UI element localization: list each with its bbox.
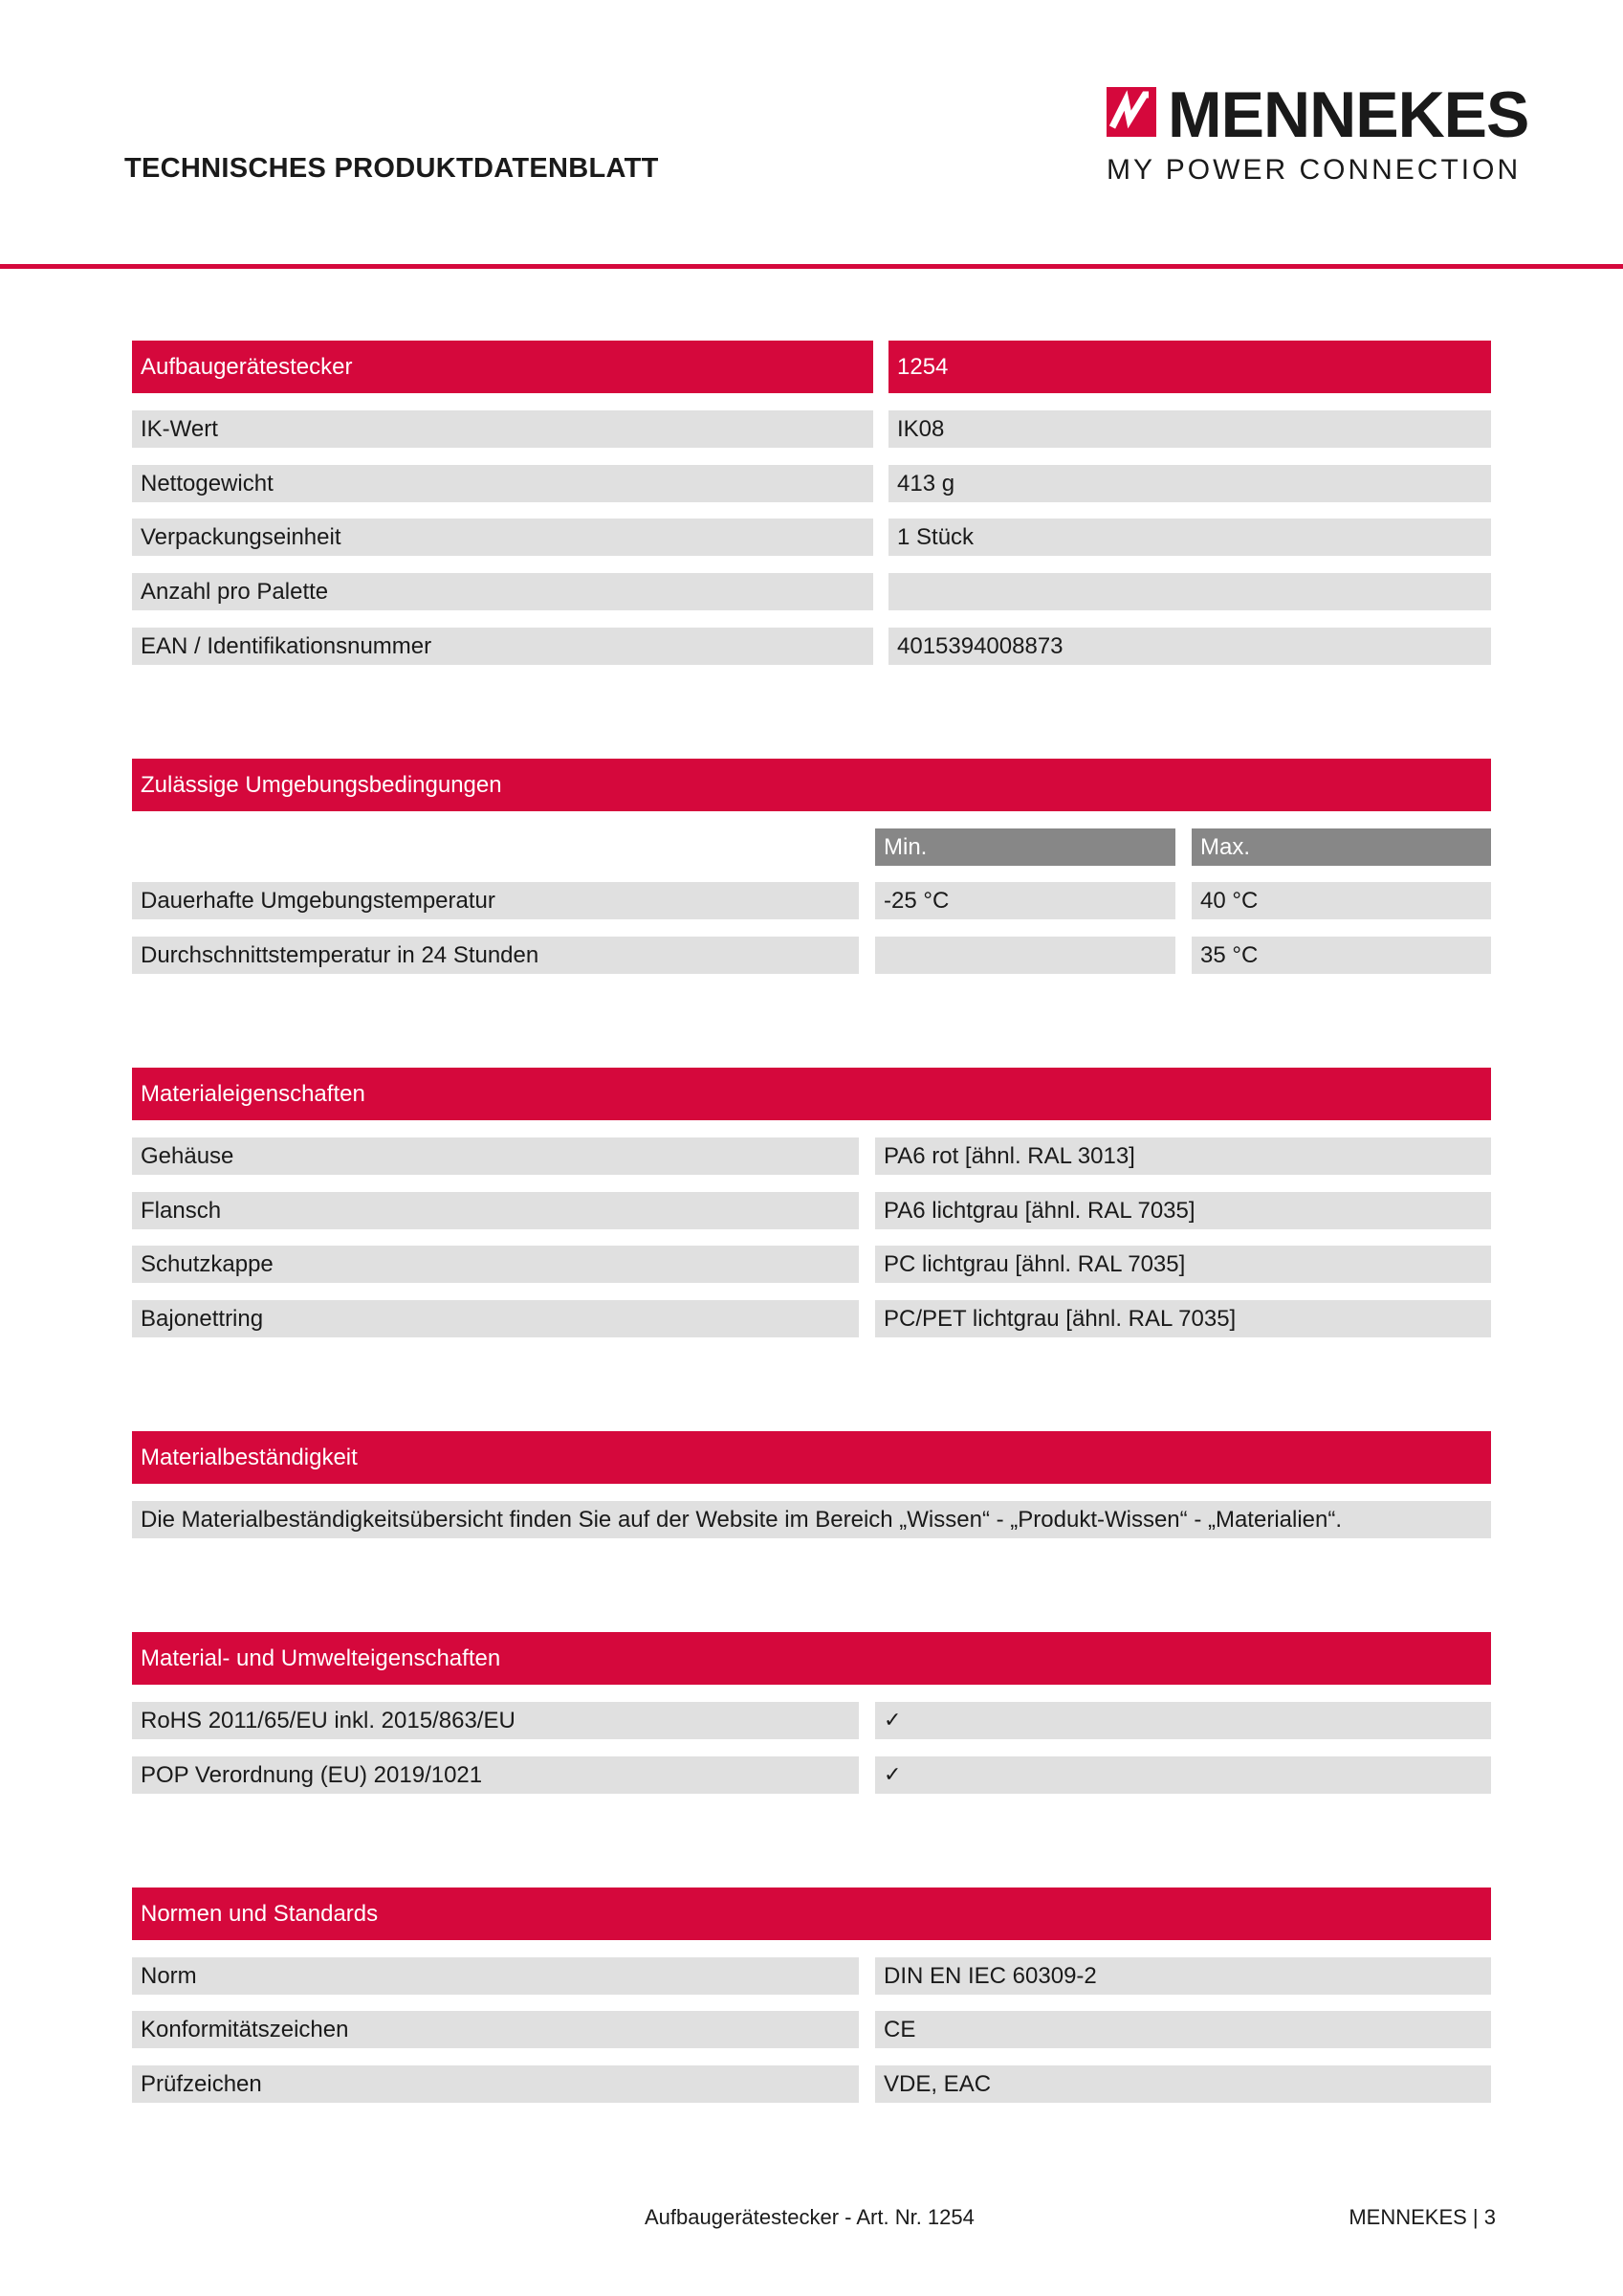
- product-header-label: Aufbaugerätestecker: [132, 341, 873, 393]
- table-row-value: PA6 rot [ähnl. RAL 3013]: [875, 1137, 1491, 1175]
- table-row-label: Dauerhafte Umgebungstemperatur: [132, 882, 859, 919]
- table-row-label: IK-Wert: [132, 410, 873, 448]
- table-row-label: Durchschnittstemperatur in 24 Stunden: [132, 937, 859, 974]
- section-header-standards: Normen und Standards: [132, 1888, 1491, 1940]
- table-row-label: Anzahl pro Palette: [132, 573, 873, 610]
- table-row-label: Norm: [132, 1957, 859, 1995]
- check-icon: ✓: [875, 1702, 1491, 1739]
- table-row-label: RoHS 2011/65/EU inkl. 2015/863/EU: [132, 1702, 859, 1739]
- table-row-value: PA6 lichtgrau [ähnl. RAL 7035]: [875, 1192, 1491, 1229]
- table-row-value: 4015394008873: [888, 628, 1491, 665]
- table-row-value: CE: [875, 2011, 1491, 2048]
- brand-tagline: MY POWER CONNECTION: [1107, 154, 1522, 186]
- resistance-text: Die Materialbeständigkeitsübersicht finden Sie auf der Website im Bereich „Wissen“ - „Produkt-Wissen“ - „Materialien“.: [132, 1501, 1491, 1538]
- check-icon: ✓: [875, 1756, 1491, 1794]
- brand-logo: [1107, 78, 1529, 187]
- section-header-environmental: Material- und Umwelteigenschaften: [132, 1632, 1491, 1685]
- table-row-label: Schutzkappe: [132, 1246, 859, 1283]
- table-row-label: Nettogewicht: [132, 465, 873, 502]
- table-row-value: DIN EN IEC 60309-2: [875, 1957, 1491, 1995]
- footer-page-number: MENNEKES | 3: [1349, 2205, 1496, 2229]
- table-row-label: Konformitätszeichen: [132, 2011, 859, 2048]
- table-row-value: [888, 573, 1491, 610]
- table-row-max: 40 °C: [1192, 882, 1491, 919]
- footer-product-reference: Aufbaugerätestecker - Art. Nr. 1254: [645, 2205, 975, 2229]
- table-row-label: Prüfzeichen: [132, 2065, 859, 2103]
- column-header-max: Max.: [1192, 828, 1491, 866]
- table-row-value: 1 Stück: [888, 519, 1491, 556]
- table-header-spacer: [132, 828, 859, 866]
- section-header-resistance: Materialbeständigkeit: [132, 1431, 1491, 1484]
- page-title: TECHNISCHES PRODUKTDATENBLATT: [124, 153, 659, 184]
- table-row-value: VDE, EAC: [875, 2065, 1491, 2103]
- table-row-value: PC/PET lichtgrau [ähnl. RAL 7035]: [875, 1300, 1491, 1337]
- table-row-label: Bajonettring: [132, 1300, 859, 1337]
- table-row-value: PC lichtgrau [ähnl. RAL 7035]: [875, 1246, 1491, 1283]
- table-row-min: [875, 937, 1175, 974]
- table-row-value: 413 g: [888, 465, 1491, 502]
- table-row-value: IK08: [888, 410, 1491, 448]
- mennekes-logo-icon: [1107, 87, 1156, 137]
- product-header-value: 1254: [888, 341, 1491, 393]
- section-header-material: Materialeigenschaften: [132, 1068, 1491, 1120]
- table-row-max: 35 °C: [1192, 937, 1491, 974]
- header-divider: [0, 264, 1623, 269]
- section-header-environment: Zulässige Umgebungsbedingungen: [132, 759, 1491, 811]
- table-row-label: Flansch: [132, 1192, 859, 1229]
- table-row-label: EAN / Identifikationsnummer: [132, 628, 873, 665]
- table-row-label: POP Verordnung (EU) 2019/1021: [132, 1756, 859, 1794]
- table-row-label: Verpackungseinheit: [132, 519, 873, 556]
- column-header-min: Min.: [875, 828, 1175, 866]
- table-row-label: Gehäuse: [132, 1137, 859, 1175]
- table-row-min: -25 °C: [875, 882, 1175, 919]
- brand-name: MENNEKES: [1168, 78, 1529, 151]
